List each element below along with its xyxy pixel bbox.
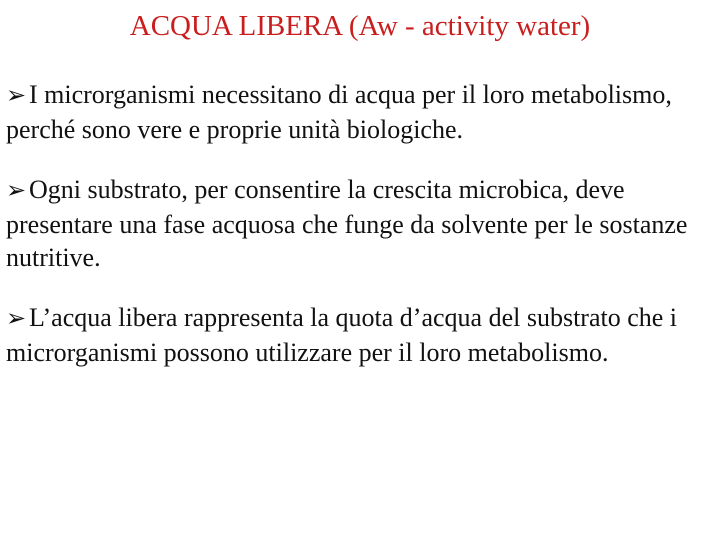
bullet-item: [6, 173, 718, 274]
arrow-bullet-icon: ➢: [6, 306, 27, 332]
arrow-bullet-icon: ➢: [6, 178, 27, 204]
bullet-item: [6, 301, 718, 369]
bullet-item: [6, 78, 718, 146]
arrow-bullet-icon: ➢: [6, 83, 27, 109]
slide-title: ACQUA LIBERA (Aw - activity water): [129, 10, 591, 42]
bullet-text: Ogni substrato, per consentire la crescita microbica, deve presentare una fase acquosa che funge da solvente per le sostanze nutritive.: [6, 175, 688, 272]
bullet-text: L’acqua libera rappresenta la quota d’acqua del substrato che i microrganismi possono utilizzare per il loro metabolismo.: [6, 303, 678, 367]
bullet-text: I microrganismi necessitano di acqua per il loro metabolismo, perché sono vere e proprie unità biologiche.: [6, 80, 672, 144]
bullet-list: [6, 78, 718, 396]
